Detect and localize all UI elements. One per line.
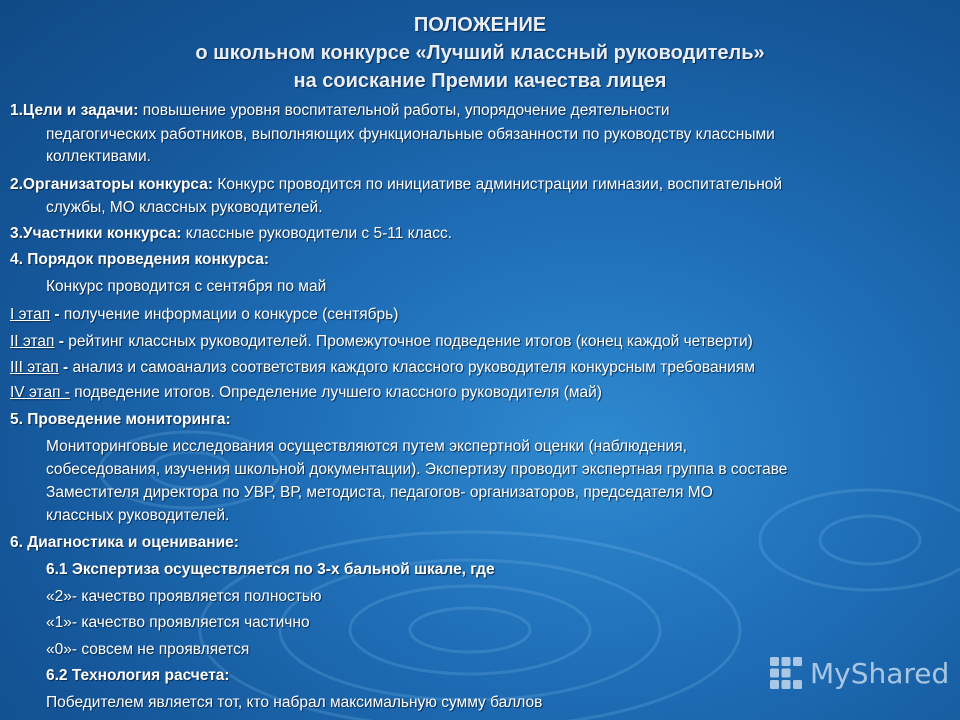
stage-text: получение информации о конкурсе (сентябрь) <box>63 306 399 323</box>
section-label: 1.Цели и задачи: <box>10 102 139 119</box>
score-text: - качество проявляется полностью <box>71 588 322 605</box>
score-item <box>46 641 249 659</box>
section-goals <box>10 102 670 120</box>
document-subtitle-2: на соискание Премии качества лицея <box>293 70 667 92</box>
subsection-title: 6.2 Технология расчета: <box>46 667 230 684</box>
document-title: ПОЛОЖЕНИЕ <box>413 14 547 36</box>
stage-name: III этап <box>10 359 59 376</box>
stage-item <box>10 333 753 351</box>
section-procedure-label: 4. Порядок проведения конкурса: <box>10 251 270 268</box>
stage-name: II этап <box>10 333 55 350</box>
section-text: педагогических работников, выполняющих функциональные обязанности по руководству классными <box>46 126 775 143</box>
score-text: - качество проявляется частично <box>71 614 310 631</box>
stage-dash: - <box>58 359 73 376</box>
stage-item <box>10 306 398 324</box>
stage-item <box>10 384 602 402</box>
stage-item <box>10 359 755 377</box>
score-text: - совсем не проявляется <box>71 641 250 658</box>
section-text: Конкурс проводится по инициативе администрации гимназии, воспитательной <box>213 176 783 193</box>
score-key: «1» <box>46 614 72 631</box>
section-label: 3.Участники конкурса: <box>10 225 182 242</box>
section-text: коллективами. <box>46 148 151 165</box>
section-participants <box>10 225 452 243</box>
section-text: собеседования, изучения школьной документации). Экспертизу проводит экспертная группа в составе <box>46 461 788 478</box>
stage-name: IV этап - <box>10 384 70 401</box>
section-text: классных руководителей. <box>46 507 230 524</box>
section-monitoring-label: 5. Проведение мониторинга: <box>10 411 231 428</box>
winner-text: Победителем является тот, кто набрал максимальную сумму баллов <box>46 694 543 711</box>
stage-name: I этап <box>10 306 51 323</box>
score-item <box>46 588 322 606</box>
stage-dash: - <box>54 333 69 350</box>
grid-logo-icon <box>768 655 804 691</box>
section-text: Мониторинговые исследования осуществляются путем экспертной оценки (наблюдения, <box>46 438 687 455</box>
score-key: «2» <box>46 588 72 605</box>
score-key: «0» <box>46 641 72 658</box>
section-diagnostics-label: 6. Диагностика и оценивание: <box>10 534 239 551</box>
section-text: классные руководители с 5-11 класс. <box>181 225 453 242</box>
section-organizers <box>10 176 782 194</box>
stage-text: подведение итогов. Определение лучшего классного руководителя (май) <box>74 384 602 401</box>
stage-text: рейтинг классных руководителей. Промежуточное подведение итогов (конец каждой четверти) <box>68 333 753 350</box>
subsection-title: 6.1 Экспертиза осуществляется по 3-х бальной шкале, где <box>46 561 495 578</box>
watermark-logo <box>768 655 949 691</box>
document-subtitle: о школьном конкурсе «Лучший классный руководитель» <box>195 42 765 64</box>
section-text: Заместителя директора по УВР, ВР, методиста, педагогов- организаторов, председателя МО <box>46 484 713 501</box>
procedure-intro: Конкурс проводится с сентября по май <box>46 278 327 295</box>
section-text: службы, МО классных руководителей. <box>46 199 323 216</box>
stage-text: анализ и самоанализ соответствия каждого классного руководителя конкурсным требованиям <box>72 359 755 376</box>
section-text: повышение уровня воспитательной работы, упорядочение деятельности <box>138 102 670 119</box>
section-label: 2.Организаторы конкурса: <box>10 176 214 193</box>
watermark-text: MyShared <box>810 656 950 690</box>
stage-dash: - <box>50 306 64 323</box>
score-item <box>46 614 310 632</box>
